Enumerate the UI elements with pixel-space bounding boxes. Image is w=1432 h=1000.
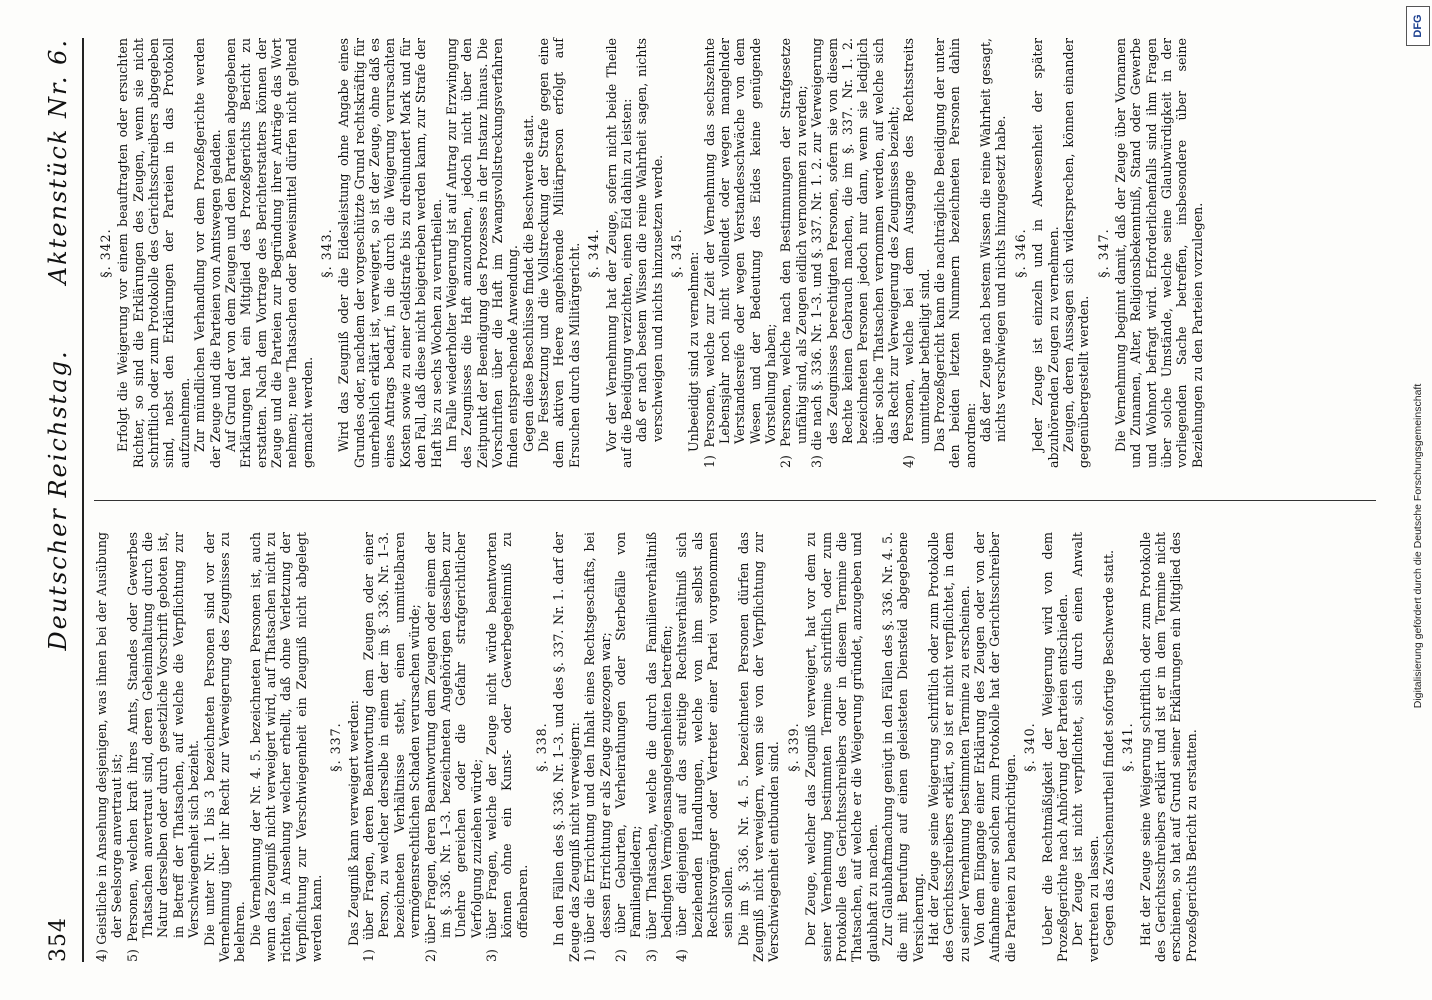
numbered-item: 5) Personen, welchen kraft ihres Amts, Standes oder Gewerbes Thatsachen anvertraut sind, deren Geheimhaltung durch die Natur derselben oder durch gesetzliche Vorschrift geboten ist, in Betreff der Thatsachen, auf welche die Verpflichtung zur Verschwiegenheit sich bezieht.: [124, 532, 202, 962]
paragraph: Zur mündlichen Verhandlung vor dem Prozeßgerichte werden der Zeuge und die Parteien von Amtswegen geladen.: [192, 38, 223, 468]
section-heading: §. 341.: [1120, 722, 1136, 772]
paragraph: Ueber die Rechtmäßigkeit der Weigerung wird von dem Prozeßgerichte nach Anhörung der Parteien entschieden.: [1039, 532, 1070, 962]
numbered-item: 4) Personen, welche bei dem Ausgange des Rechtsstreits unmittelbar betheiligt sind.: [901, 38, 932, 468]
section-heading: §. 343.: [319, 228, 335, 278]
dfg-logo-label: DFG: [1412, 14, 1424, 38]
numbered-item: 1) Personen, welche zur Zeit der Vernehmung das sechszehnte Lebensjahr noch nicht vollendet oder wegen mangelnder Verstandesreife oder wegen Verstandesschwäche von dem Wesen und der Bedeutung des Eides keine genügende Vorstellung haben;: [701, 38, 779, 468]
paragraph: Die Festsetzung und die Vollstreckung der Strafe gegen eine dem aktiven Heere angehörende Militärperson erfolgt auf Ersuchen durch das Militärgericht.: [536, 38, 582, 468]
numbered-item: 4) über diejenigen auf das streitige Rechtsverhältniß sich beziehenden Handlungen, welche von ihm selbst als Rechtsvorgänger oder Vertreter einer Partei vorgenommen sein sollen.: [674, 532, 736, 962]
numbered-item: 2) Personen, welche nach den Bestimmungen der Strafgesetze unfähig sind, als Zeugen eidlich vernommen zu werden;: [778, 38, 809, 468]
numbered-item: 3) über Thatsachen, welche die durch das Familienverhältniß bedingten Vermögensangelegenheiten betreffen;: [643, 532, 674, 962]
paragraph: Die Vernehmung beginnt damit, daß der Zeuge über Vornamen und Zunamen, Alter, Religionsbekenntniß, Stand oder Gewerbe und Wohnort befragt wird. Erforderlichenfalls sind ihm Fragen über solche Umstände, welche seine Glaubwürdigkeit in der vorliegenden Sache betreffen, insbesondere über seine Beziehungen zu den Parteien vorzulegen.: [1113, 38, 1205, 468]
numbered-item: 4) Geistliche in Ansehung desjenigen, was ihnen bei der Ausübung der Seelsorge anvertraut ist;: [94, 532, 125, 962]
paragraph: Von dem Eingange einer Erklärung des Zeugen oder von der Aufnahme einer solchen zum Protokolle hat der Gerichtsschreiber die Parteien zu benachrichtigen.: [972, 532, 1018, 962]
paragraph: Die unter Nr. 1 bis 3 bezeichneten Personen sind vor der Vernehmung über ihr Recht zur Verweigerung des Zeugnisses zu belehren.: [201, 532, 248, 962]
paragraph: Jeder Zeuge ist einzeln und in Abwesenheit der später abzuhörenden Zeugen zu vernehmen.: [1030, 38, 1061, 468]
section-heading: §. 337.: [328, 722, 344, 772]
page-number: 354: [46, 917, 71, 962]
paragraph: Im Falle wiederholter Weigerung ist auf Antrag zur Erzwingung des Zeugnisses die Haft anzuordnen, jedoch nicht über den Zeitpunkt der Beendigung des Prozesses in der Instanz hinaus. Die Vorschriften über die Haft im Zwangsvollstreckungsverfahren finden entsprechende Anwendung.: [443, 38, 521, 468]
section-heading: §. 340.: [1022, 722, 1038, 772]
column-divider: [94, 500, 1376, 501]
section-heading: §. 338.: [534, 722, 550, 772]
text-column-right: [94, 38, 1376, 468]
paragraph: Erfolgt die Weigerung vor einem beauftragten oder ersuchten Richter, so sind die Erklärungen des Zeugen, wenn sie nicht schriftlich oder zum Protokolle des Gerichtsschreibers abgegeben sind, nebst den Erklärungen der Parteien in das Protokoll aufzunehmen.: [115, 38, 192, 468]
paragraph: Unbeeidigt sind zu vernehmen:: [686, 251, 702, 452]
paragraph: Hat der Zeuge seine Weigerung schriftlich oder zum Protokolle des Gerichtsschreibers erklärt, so ist er nicht verpflichtet, in dem zu seiner Vernehmung bestimmten Termine zu erscheinen.: [926, 532, 972, 962]
paragraph: In den Fällen des §. 336. Nr. 1–3. und des §. 337. Nr. 1. darf der Zeuge das Zeugniß nicht verweigern:: [551, 532, 582, 962]
numbered-item: 1) über Fragen, deren Beantwortung dem Zeugen oder einer Person, zu welcher derselbe in einem der im §. 336. Nr. 1–3. bezeichneten Verhältnisse steht, einen unmittelbaren vermögensrechtlichen Schaden verursachen würde;: [361, 532, 423, 962]
section-heading: §. 347.: [1095, 228, 1111, 278]
indented-formula: daß der Zeuge nach bestem Wissen die reine Wahrheit gesagt, nichts verschwiegen und nichts hinzugesetzt habe.: [978, 38, 1009, 442]
paragraph: Die im §. 336. Nr. 4. 5. bezeichneten Personen dürfen das Zeugniß nicht verweigern, wenn sie von der Verpflichtung zur Verschwiegenheit entbunden sind.: [735, 532, 782, 962]
numbered-item: 1) über die Errichtung und den Inhalt eines Rechtsgeschäfts, bei dessen Errichtung er als Zeuge zugezogen war;: [582, 532, 613, 962]
numbered-item: 3) die nach §. 336. Nr. 1–3. und §. 337. Nr. 1. 2. zur Verweigerung des Zeugnisses berechtigten Personen, sofern sie von diesem Rechte keinen Gebrauch machen, die im §. 337. Nr. 1. 2. bezeichneten Personen jedoch nur dann, wenn sie lediglich über solche Thatsachen vernommen werden, auf welche sich das Recht zur Verweigerung des Zeugnisses bezieht;: [809, 38, 901, 468]
numbered-item: 2) über Geburten, Verheirathungen oder Sterbefälle von Familiengliedern;: [612, 532, 644, 962]
paragraph: Das Prozeßgericht kann die nachträgliche Beeidigung der unter den beiden letzten Nummern bezeichneten Personen dahin anordnen:: [932, 38, 978, 468]
paragraph: Zeugen, deren Aussagen sich widersprechen, können einander gegenübergestellt werden.: [1060, 38, 1092, 468]
paragraph: Das Zeugniß kann verweigert werden:: [345, 700, 361, 946]
document-title: Aktenstück Nr. 6.: [44, 38, 72, 285]
indented-formula: daß er nach bestem Wissen die reine Wahrheit sagen, nichts verschweigen und nichts hinzusetzen werde.: [634, 38, 665, 442]
numbered-item: 2) über Fragen, deren Beantwortung dem Zeugen oder einem der im §. 336. Nr. 1–3. bezeichneten Angehörigen desselben zur Unehre gereichen oder die Gefahr strafgerichtlicher Verfolgung zuziehen würde;: [422, 532, 484, 962]
paragraph: Der Zeuge, welcher das Zeugniß verweigert, hat vor dem zu seiner Vernehmung bestimmten Termine schriftlich oder zum Protokolle des Gerichtsschreibers oder in diesem Termine die Thatsachen, auf welche er die Weigerung gründet, anzugeben und glaubhaft zu machen.: [803, 532, 880, 962]
section-heading: §. 346.: [1012, 228, 1028, 278]
paragraph: Auf Grund der von dem Zeugen und den Parteien abgegebenen Erklärungen hat ein Mitglied des Prozeßgerichts Bericht zu erstatten. Nach dem Vortrage des Berichterstatters können der Zeuge und die Parteien zur Begründung ihrer Anträge das Wort nehmen; neue Thatsachen oder Beweismittel dürfen nicht geltend gemacht werden.: [222, 38, 315, 468]
paragraph: Der Zeuge ist nicht verpflichtet, sich durch einen Anwalt vertreten zu lassen.: [1070, 532, 1101, 962]
funding-attribution-text: Digitalisierung gefördert durch die Deutsche Forschungsgemeinschaft: [1412, 383, 1424, 709]
dfg-logo-icon: [1406, 6, 1430, 46]
paragraph: Zur Glaubhaftmachung genügt in den Fällen des §. 336. Nr. 4. 5. die mit Berufung auf einen geleisteten Diensteid abgegebene Versicherung.: [879, 532, 926, 962]
section-heading: §. 345.: [668, 228, 684, 278]
paragraph: Die Vernehmung der Nr. 4. 5. bezeichneten Personen ist, auch wenn das Zeugniß nicht verweigert wird, auf Thatsachen nicht zu richten, in Ansehung welcher erhellt, daß ohne Verletzung der Verpflichtung zur Verschwiegenheit ein Zeugniß nicht abgelegt werden kann.: [247, 532, 325, 962]
paragraph: Gegen das Zwischenurtheil findet sofortige Beschwerde statt.: [1101, 549, 1116, 946]
paragraph: Gegen diese Beschlüsse findet die Beschwerde statt.: [520, 114, 536, 452]
rotated-document-page: [36, 20, 1396, 980]
paragraph: Hat der Zeuge seine Weigerung schriftlich oder zum Protokolle des Gerichtsschreibers erklärt und ist er in dem Termine nicht erschienen, so hat auf Grund seiner Erklärungen ein Mitglied des Prozeßgerichts Bericht zu erstatten.: [1137, 532, 1199, 962]
paragraph: Wird das Zeugniß oder die Eidesleistung ohne Angabe eines Grundes oder, nachdem der vorgeschützte Grund rechtskräftig für unerheblich erklärt ist, verweigert, so ist der Zeuge, ohne daß es eines Antrags bedarf, in die durch die Weigerung verursachten Kosten sowie zu einer Geldstrafe bis zu dreihundert Mark und für den Fall, daß diese nicht beigetrieben werden kann, zur Strafe der Haft bis zu sechs Wochen zu verurtheilen.: [336, 38, 444, 468]
section-heading: §. 342.: [98, 228, 113, 278]
section-heading: §. 344.: [586, 228, 602, 278]
numbered-item: 3) über Fragen, welche der Zeuge nicht würde beantworten können ohne ein Kunst- oder Gewerbegeheimniß zu offenbaren.: [483, 532, 530, 962]
attribution-strip: [1404, 0, 1432, 1000]
publication-title: Deutscher Reichstag.: [44, 349, 72, 651]
paragraph: Vor der Vernehmung hat der Zeuge, sofern nicht beide Theile auf die Beeidigung verzichten, einen Eid dahin zu leisten:: [603, 38, 634, 468]
page-header: [42, 38, 84, 962]
section-heading: §. 339.: [785, 722, 801, 772]
text-column-left: [94, 532, 1376, 962]
